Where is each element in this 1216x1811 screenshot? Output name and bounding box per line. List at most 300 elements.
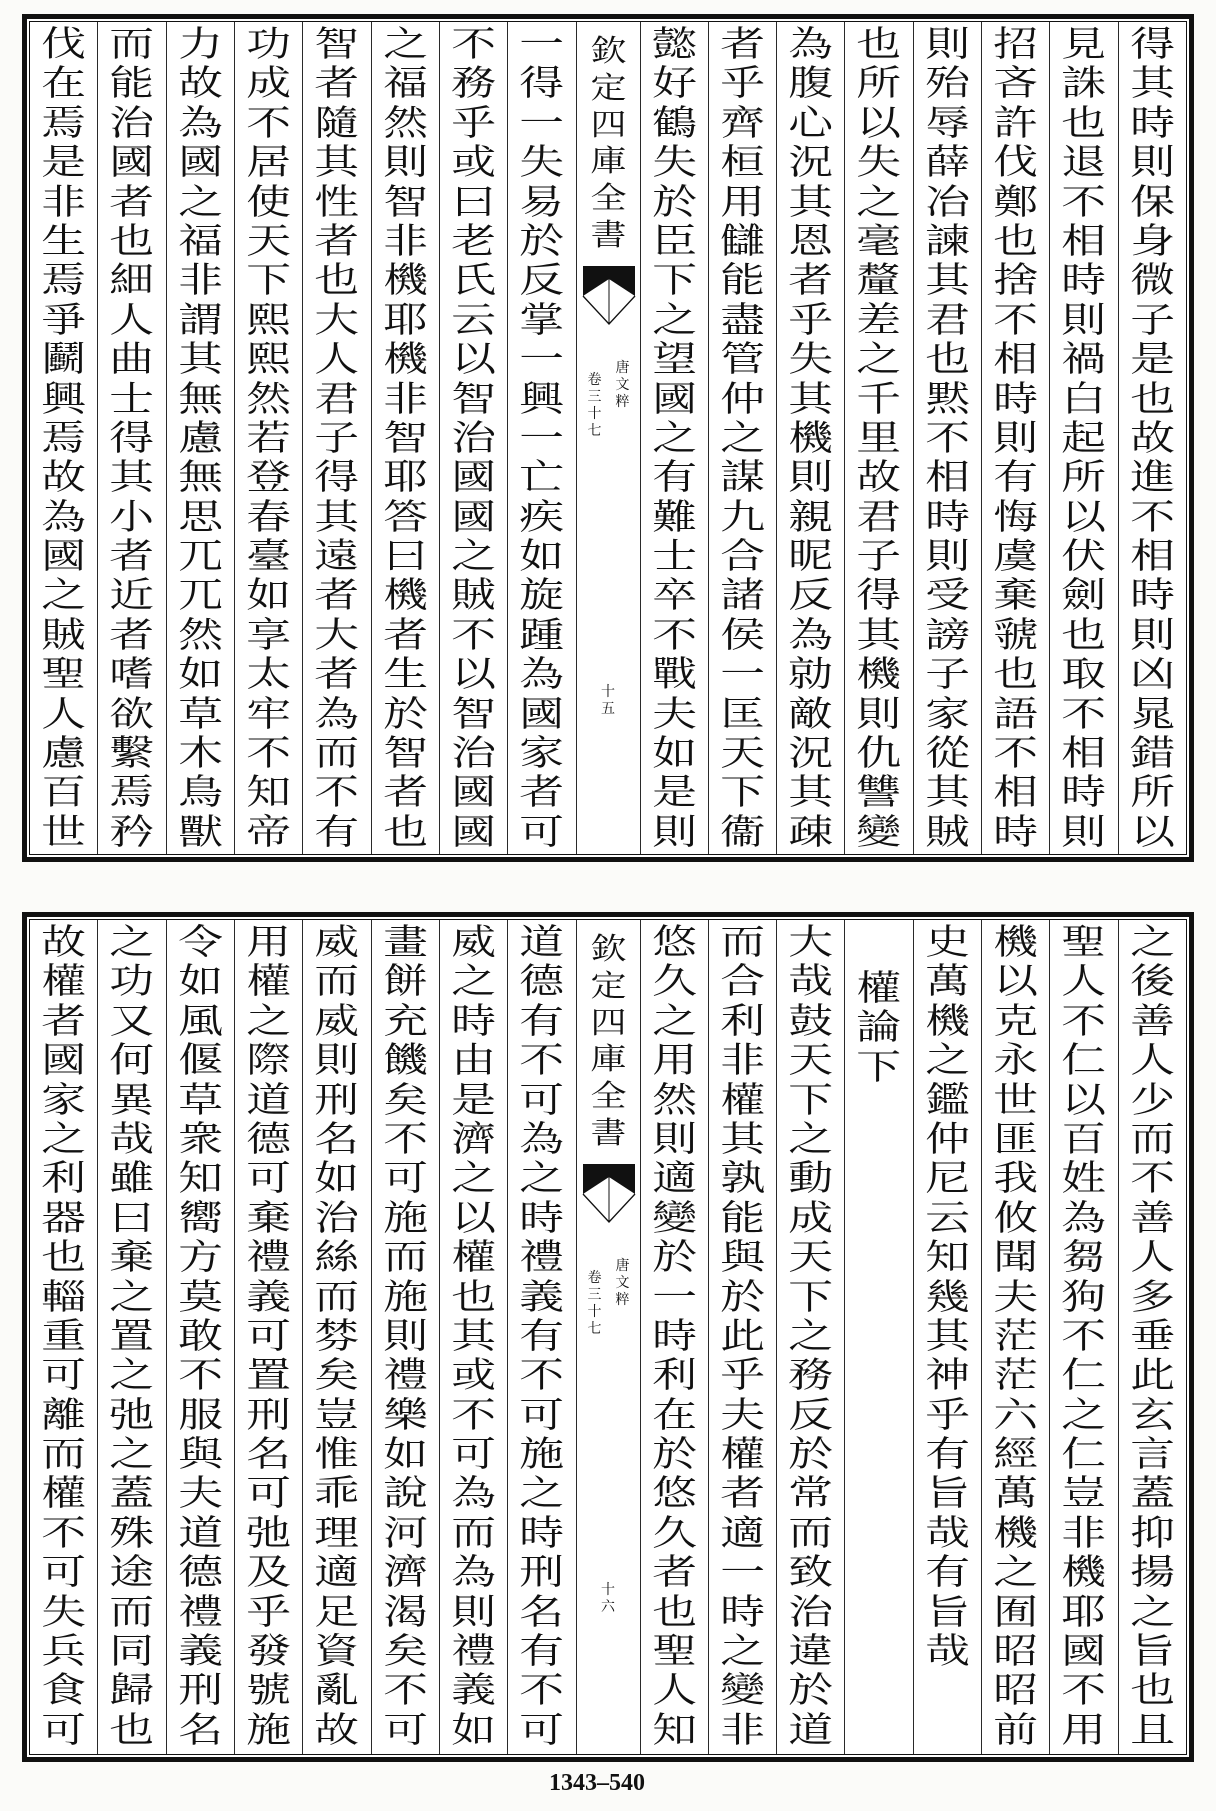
character: 兵 [41, 1632, 87, 1673]
character: 辱 [924, 103, 970, 144]
character: 仲 [924, 1119, 970, 1160]
character: 能 [720, 1198, 765, 1239]
character: 不 [1061, 182, 1107, 223]
character: 之 [109, 923, 155, 963]
character: 則 [651, 1119, 697, 1160]
character: 由 [451, 1041, 496, 1082]
column-text [235, 924, 302, 1751]
character: 如 [314, 1159, 360, 1200]
character: 腹 [788, 64, 834, 105]
character: 難 [651, 497, 697, 538]
character: 恩 [788, 221, 834, 262]
character: 餅 [382, 962, 428, 1003]
character: 機 [788, 418, 834, 459]
character: 為 [451, 1474, 496, 1515]
character: 招 [993, 25, 1039, 65]
character: 士 [109, 379, 155, 420]
character: 風 [177, 1001, 223, 1042]
character: 鶴 [651, 103, 697, 144]
character: 不 [924, 418, 970, 459]
character: 之 [519, 1474, 565, 1515]
character: 者 [519, 773, 565, 814]
character: 然 [651, 1080, 697, 1121]
character: 之 [246, 1001, 291, 1042]
character: 用 [246, 923, 291, 963]
character: 攸 [993, 1198, 1039, 1239]
character: 權 [41, 962, 87, 1003]
character: 得 [314, 458, 360, 499]
character: 獸 [177, 812, 223, 853]
character: 盡 [720, 300, 765, 341]
character: 子 [856, 537, 902, 578]
character: 若 [246, 418, 291, 459]
character: 非 [720, 1041, 765, 1082]
character: 服 [177, 1395, 223, 1436]
text-column [708, 920, 776, 1754]
character: 易 [519, 182, 565, 223]
character: 國 [451, 773, 496, 814]
character: 也 [993, 655, 1039, 696]
character: 受 [924, 576, 970, 617]
character: 之 [451, 537, 496, 578]
character: 時 [651, 1316, 697, 1357]
character: 里 [856, 418, 902, 459]
character: 太 [246, 655, 291, 696]
character: 不 [519, 1356, 565, 1397]
character: 昭 [993, 1671, 1039, 1712]
character: 則 [1061, 300, 1107, 341]
character: 哉 [924, 1632, 970, 1673]
character: 鳥 [177, 773, 223, 814]
character: 夫 [720, 1395, 765, 1436]
character: 百 [41, 773, 87, 814]
character: 興 [519, 379, 565, 420]
character: 下 [246, 261, 291, 302]
character: 垂 [1129, 1316, 1175, 1357]
character: 伏 [1061, 537, 1107, 578]
character: 小 [109, 497, 155, 538]
fishtail-icon [577, 266, 640, 346]
character: 下 [856, 1047, 902, 1088]
character: 遠 [314, 537, 360, 578]
character: 成 [246, 64, 291, 105]
character: 相 [1129, 537, 1175, 578]
character: 木 [177, 734, 223, 775]
character: 者 [109, 182, 155, 223]
character: 人 [1129, 1238, 1175, 1279]
character: 為 [519, 655, 565, 696]
character: 聞 [993, 1238, 1039, 1279]
character: 之 [1061, 1395, 1107, 1436]
character: 無 [177, 458, 223, 499]
character: 常 [788, 1474, 834, 1515]
character: 薛 [924, 143, 970, 184]
character: 相 [1061, 221, 1107, 262]
text-column [439, 920, 507, 1754]
character: 德 [519, 962, 565, 1003]
character: 興 [41, 379, 87, 420]
character: 云 [451, 300, 496, 341]
character: 則 [651, 812, 697, 853]
character: 時 [993, 812, 1039, 853]
character: 用 [651, 1041, 697, 1082]
character: 有 [924, 1553, 970, 1594]
section-title-column [844, 920, 912, 1754]
character: 其 [788, 182, 834, 223]
character: 為 [788, 25, 834, 65]
character: 變 [856, 812, 902, 853]
character: 時 [1061, 773, 1107, 814]
character: 置 [246, 1356, 291, 1397]
character: 十 [601, 1582, 615, 1598]
character: 於 [651, 1238, 697, 1279]
character: 權 [246, 962, 291, 1003]
column-text [167, 26, 234, 853]
character: 如 [246, 576, 291, 617]
character: 思 [177, 497, 223, 538]
column-text [982, 26, 1049, 853]
character: 河 [382, 1513, 428, 1554]
top-page-panel [22, 14, 1194, 862]
character: 反 [788, 576, 834, 617]
character: 庫 [590, 144, 626, 180]
character: 之 [109, 1277, 155, 1318]
character: 樂 [382, 1395, 428, 1436]
character: 禮 [177, 1592, 223, 1633]
character: 資 [314, 1632, 360, 1673]
character: 治 [451, 418, 496, 459]
character: 時 [519, 1198, 565, 1239]
character: 乎 [788, 300, 834, 341]
character: 而 [451, 1513, 496, 1554]
character: 利 [41, 1159, 87, 1200]
text-column [981, 22, 1049, 854]
character: 戰 [651, 655, 697, 696]
character: 非 [1061, 1513, 1107, 1554]
character: 機 [856, 655, 902, 696]
character: 故 [41, 923, 87, 963]
character: 也 [856, 25, 902, 65]
character: 焉 [109, 773, 155, 814]
character: 草 [177, 694, 223, 735]
character: 力 [177, 25, 223, 65]
column-text [845, 26, 912, 853]
character: 得 [109, 418, 155, 459]
character: 矜 [109, 812, 155, 853]
character: 變 [651, 1198, 697, 1239]
text-column [371, 22, 439, 854]
character: 非 [382, 221, 428, 262]
character: 可 [519, 812, 565, 853]
character: 蓋 [1129, 1474, 1175, 1515]
character: 賊 [451, 576, 496, 617]
folio-number [577, 684, 640, 718]
character: 施 [382, 1277, 428, 1318]
character: 者 [720, 25, 765, 65]
character: 一 [720, 655, 765, 696]
character: 鑑 [924, 1080, 970, 1121]
character: 國 [451, 812, 496, 853]
character: 久 [651, 962, 697, 1003]
character: 旋 [519, 576, 565, 617]
column-area [30, 920, 1186, 1754]
character: 威 [314, 1001, 360, 1042]
character: 一 [519, 103, 565, 144]
text-column [776, 920, 844, 1754]
character: 鼓 [788, 1001, 834, 1042]
character: 久 [651, 1513, 697, 1554]
character: 動 [788, 1159, 834, 1200]
character: 失 [651, 143, 697, 184]
text-column [1049, 22, 1117, 854]
character: 從 [924, 734, 970, 775]
character: 賊 [924, 812, 970, 853]
character: 不 [1129, 1159, 1175, 1200]
character: 如 [451, 1710, 496, 1751]
character: 孰 [720, 1159, 765, 1200]
character: 偃 [177, 1041, 223, 1082]
character: 反 [519, 261, 565, 302]
character: 不 [382, 1119, 428, 1160]
character: 者 [314, 64, 360, 105]
character: 敢 [177, 1316, 223, 1357]
character: 之 [651, 1001, 697, 1042]
character: 不 [1129, 497, 1175, 538]
character: 則 [788, 458, 834, 499]
character: 不 [519, 1041, 565, 1082]
character: 之 [41, 1119, 87, 1160]
character: 茫 [993, 1316, 1039, 1357]
book-title [613, 360, 633, 411]
character: 或 [451, 143, 496, 184]
character: 置 [109, 1316, 155, 1357]
character: 我 [993, 1159, 1039, 1200]
character: 者 [788, 261, 834, 302]
character: 者 [109, 537, 155, 578]
character: 也 [1061, 103, 1107, 144]
character: 絲 [314, 1238, 360, 1279]
character: 理 [314, 1513, 360, 1554]
character: 以 [856, 103, 902, 144]
character: 論 [856, 1008, 902, 1049]
text-column [1118, 22, 1186, 854]
character: 答 [382, 497, 428, 538]
character: 人 [41, 694, 87, 735]
character: 所 [1129, 773, 1175, 814]
folio-number [577, 1582, 640, 1616]
character: 心 [788, 103, 834, 144]
character: 施 [519, 1435, 565, 1476]
character: 成 [788, 1198, 834, 1239]
character: 德 [246, 1119, 291, 1160]
text-column [640, 22, 708, 854]
character: 之 [651, 300, 697, 341]
character: 也 [651, 1592, 697, 1633]
character: 身 [1129, 221, 1175, 262]
character: 有 [314, 812, 360, 853]
character: 此 [1129, 1356, 1175, 1397]
character: 得 [519, 64, 565, 105]
character: 取 [1061, 655, 1107, 696]
character: 機 [382, 340, 428, 381]
character: 刑 [519, 1553, 565, 1594]
character: 下 [720, 773, 765, 814]
character: 昵 [788, 537, 834, 578]
character: 治 [788, 1592, 834, 1633]
character: 義 [519, 1277, 565, 1318]
character: 其 [451, 1316, 496, 1357]
character: 齊 [720, 103, 765, 144]
character: 機 [993, 923, 1039, 963]
text-column [97, 22, 165, 854]
character: 百 [1061, 1119, 1107, 1160]
character: 其 [1129, 64, 1175, 105]
column-text [709, 26, 776, 853]
character: 國 [451, 458, 496, 499]
character: 唐 [615, 360, 630, 376]
character: 諫 [924, 221, 970, 262]
character: 疎 [788, 812, 834, 853]
character: 以 [451, 340, 496, 381]
character: 也 [993, 221, 1039, 262]
character: 施 [246, 1710, 291, 1751]
column-text [777, 26, 844, 853]
character: 不 [314, 773, 360, 814]
character: 晁 [1129, 694, 1175, 735]
volume-label [585, 1270, 605, 1338]
character: 故 [856, 458, 902, 499]
column-text [372, 26, 439, 853]
page-number: 1343–540 [549, 1770, 645, 1796]
character: 悔 [993, 497, 1039, 538]
character: 權 [720, 1435, 765, 1476]
character: 黙 [924, 379, 970, 420]
text-column [302, 920, 370, 1754]
bottom-page-panel [22, 912, 1194, 1762]
character: 福 [382, 64, 428, 105]
character: 歸 [109, 1671, 155, 1712]
character: 聖 [41, 655, 87, 696]
character: 則 [1061, 812, 1107, 853]
character: 可 [41, 1356, 87, 1397]
character: 充 [382, 1001, 428, 1042]
character: 曲 [109, 340, 155, 381]
character: 保 [1129, 182, 1175, 223]
character: 殊 [109, 1513, 155, 1554]
character: 敵 [788, 694, 834, 735]
character: 者 [720, 1474, 765, 1515]
character: 而 [41, 1435, 87, 1476]
character: 乎 [720, 1356, 765, 1397]
character: 則 [382, 1316, 428, 1357]
character: 君 [856, 497, 902, 538]
character: 及 [246, 1553, 291, 1594]
character: 為 [314, 694, 360, 735]
character: 非 [41, 182, 87, 223]
character: 匪 [993, 1119, 1039, 1160]
character: 不 [1061, 694, 1107, 735]
character: 智 [314, 25, 360, 65]
character: 所 [1061, 458, 1107, 499]
character: 四 [590, 107, 626, 143]
character: 名 [177, 1710, 223, 1751]
character: 以 [451, 655, 496, 696]
character: 刑 [177, 1671, 223, 1712]
character: 謂 [177, 300, 223, 341]
text-column [913, 22, 981, 854]
column-text [30, 924, 97, 1751]
character: 少 [1129, 1080, 1175, 1121]
character: 在 [651, 1395, 697, 1436]
character: 也 [924, 340, 970, 381]
text-column [844, 22, 912, 854]
character: 義 [177, 1632, 223, 1673]
text-column [234, 920, 302, 1754]
character: 者 [314, 655, 360, 696]
character: 臺 [246, 537, 291, 578]
character: 不 [651, 615, 697, 656]
character: 下 [788, 1277, 834, 1318]
character: 七 [587, 1321, 602, 1337]
text-column [439, 22, 507, 854]
character: 乖 [314, 1474, 360, 1515]
character: 多 [1129, 1277, 1175, 1318]
character: 克 [993, 1001, 1039, 1042]
character: 庫 [590, 1042, 626, 1078]
character: 離 [41, 1395, 87, 1436]
character: 鄭 [993, 182, 1039, 223]
character: 慮 [41, 734, 87, 775]
character: 乎 [924, 1395, 970, 1436]
text-column [708, 22, 776, 854]
character: 聖 [651, 1632, 697, 1673]
character: 為 [177, 103, 223, 144]
character: 一 [519, 25, 565, 65]
character: 國 [451, 497, 496, 538]
character: 是 [651, 773, 697, 814]
character: 抑 [1129, 1513, 1175, 1554]
character: 刑 [246, 1395, 291, 1436]
character: 兀 [177, 576, 223, 617]
character: 名 [314, 1119, 360, 1160]
character: 則 [924, 537, 970, 578]
character: 治 [451, 734, 496, 775]
text-column [97, 920, 165, 1754]
character: 可 [451, 1435, 496, 1476]
character: 有 [924, 1435, 970, 1476]
character: 是 [41, 143, 87, 184]
character: 其 [924, 261, 970, 302]
character: 世 [41, 812, 87, 853]
character: 許 [993, 103, 1039, 144]
column-text [235, 26, 302, 853]
character: 威 [451, 923, 496, 963]
character: 春 [246, 497, 291, 538]
character: 變 [720, 1671, 765, 1712]
character: 也 [1129, 1671, 1175, 1712]
character: 幾 [924, 1277, 970, 1318]
character: 於 [519, 221, 565, 262]
character: 起 [1061, 418, 1107, 459]
character: 悠 [651, 923, 697, 963]
character: 其 [109, 458, 155, 499]
character: 者 [651, 1553, 697, 1594]
section-title [845, 970, 912, 1088]
character: 前 [993, 1710, 1039, 1751]
character: 禮 [382, 1356, 428, 1397]
character: 刑 [314, 1080, 360, 1121]
character: 也 [109, 221, 155, 262]
